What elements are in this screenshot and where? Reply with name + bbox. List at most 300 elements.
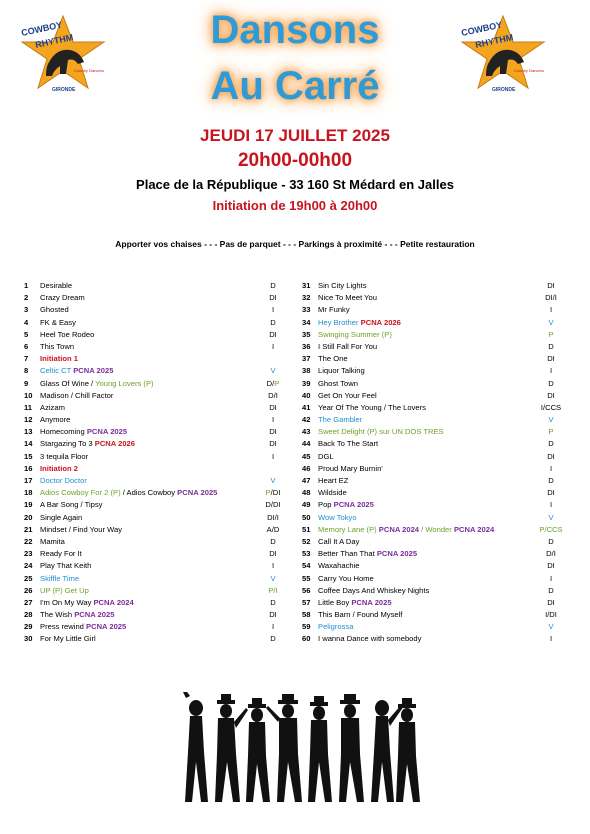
dance-level [258,499,288,511]
dance-row [24,304,288,316]
dance-row [302,378,566,390]
dance-level [536,292,566,304]
dance-title-part: PCNA 2024 [453,524,495,534]
dance-number: 40 [302,390,311,400]
dance-number: 37 [302,354,311,364]
dance-number: 53 [302,549,311,559]
dance-title [318,304,350,316]
dance-title [318,463,383,475]
dance-title-part: Skiffle Time [40,573,80,583]
dance-number: 47 [302,476,311,485]
dance-level-part: V [548,622,554,632]
dance-number: 45 [302,451,311,461]
dance-row [302,621,566,633]
dance-number: 34 [302,317,311,327]
dance-level [258,292,288,304]
dance-row [302,341,566,353]
dance-title [318,426,444,438]
dance-title [40,633,96,645]
dance-title-part: Mr Funky [318,305,350,315]
dance-row [24,390,288,402]
dance-level-part: D [548,585,554,595]
dance-level-part: D [270,317,276,327]
dance-level [536,451,566,463]
dance-title-part: The One [318,354,348,364]
dance-number: 1 [24,281,29,290]
dance-title [40,487,217,499]
dance-title [40,451,88,463]
dance-number: 16 [24,463,33,473]
dance-title-part: The Gambler [318,415,363,425]
dance-level [536,365,566,377]
dance-level [536,304,566,316]
dance-title-part: Waxahachie [318,561,360,571]
dance-list-right [302,280,566,646]
dance-level [536,317,566,329]
dance-level-part: P [265,488,271,498]
dance-level-part: DI/I [267,512,279,522]
dance-row [24,365,288,377]
dance-level-part: I [271,341,275,351]
dance-number: 6 [24,341,29,351]
dance-level [258,402,288,414]
dance-title [318,487,347,499]
dance-title-part: Ghost Town [318,378,358,388]
dance-level [258,524,288,536]
dance-level [258,609,288,621]
logo-line2: RHYTHM [34,32,75,50]
dance-number: 36 [302,341,311,351]
dance-row [302,317,566,329]
dance-number: 55 [302,573,311,583]
dance-title-part: Initiation 1 [40,354,78,364]
dance-level-part: I [549,634,553,644]
dance-level-part: P [548,329,554,339]
dance-level [536,487,566,499]
dance-title-part: / Wonder [419,524,454,534]
dance-row [24,378,288,390]
dance-level [258,633,288,645]
dance-number: 5 [24,329,29,339]
dance-level [258,548,288,560]
dance-row [302,451,566,463]
dance-number: 52 [302,536,311,546]
dance-title-part: Single Again [40,512,83,522]
dance-level-part: I/DI [545,610,557,620]
practical-info: Apporter vos chaises - - - Pas de parquet - - - Parkings à proximité - - - Petite restauration [115,239,475,249]
dance-row [302,475,566,487]
dance-level-part: I [271,415,275,425]
dance-level [536,353,566,365]
dance-level-part: DI [269,549,277,559]
dance-row [302,585,566,597]
dance-row [24,585,288,597]
dance-title-part: For My Little Girl [40,634,96,644]
dance-title [40,378,154,390]
dance-row [302,463,566,475]
dance-row [302,402,566,414]
dance-number: 43 [302,427,311,437]
dance-title-part: Anymore [40,415,71,425]
dance-title-part: PCNA 2025 [86,622,127,632]
dance-title [318,560,360,572]
dance-row [302,597,566,609]
dance-row [24,451,288,463]
dance-row [24,548,288,560]
dance-title [40,304,69,316]
dance-title [318,633,421,645]
dance-title [318,329,392,341]
dance-title [40,414,70,426]
dance-number: 25 [24,573,33,583]
dance-title [40,402,65,414]
dance-row [302,292,566,304]
dance-title-part: Carry You Home [318,573,374,583]
dance-level-part: V [270,573,276,583]
dance-level [258,414,288,426]
dance-title-part: PCNA 2026 [360,317,401,327]
dance-number: 41 [302,402,311,412]
dance-title [40,548,82,560]
dance-level-part: I [271,622,275,632]
dance-level-part: DI [547,451,555,461]
dance-row [24,633,288,645]
dance-level-part: D/ [266,378,275,388]
dance-title-part: Desirable [40,281,73,290]
dance-level [536,609,566,621]
event-place: Place de la République - 33 160 St Médard en Jalles [136,177,454,192]
dance-row [24,329,288,341]
dance-title [40,341,74,353]
dance-row [24,353,288,365]
dance-row [24,560,288,572]
dance-number: 50 [302,512,311,522]
dance-title [40,438,135,450]
logo-line1: COWBOY [20,19,64,38]
dance-title-part: / Adios Cowboy [120,488,178,498]
dance-number: 58 [302,610,311,620]
dance-level-part: I [549,573,553,583]
dance-row [302,414,566,426]
dance-level [536,280,566,292]
dance-title-part: DGL [318,451,334,461]
dance-title [40,524,122,536]
dance-list-left [24,280,288,646]
dance-title-part: Little Boy [318,597,352,607]
dance-level-part: D [548,536,554,546]
dance-title-part: Swinging Summer (P) [318,329,392,339]
dance-title-part: PCNA 2025 [351,597,392,607]
dance-row [302,426,566,438]
dance-row [302,487,566,499]
dance-title [318,317,401,329]
dance-row [24,597,288,609]
dance-title [318,390,377,402]
dance-title-part: Ready For It [40,549,82,559]
dance-title [318,512,357,524]
dance-title-part: Sweet Delight (P) sur UN DOS TRES [318,427,444,437]
dance-title [40,585,89,597]
dance-title-part: I wanna Dance with somebody [318,634,422,644]
dance-number: 23 [24,549,33,559]
dance-row [302,499,566,511]
dance-level [258,390,288,402]
dance-level [536,329,566,341]
dance-level [536,573,566,585]
dance-level [258,560,288,572]
dance-level [258,365,288,377]
dance-title-part: PCNA 2025 [86,427,128,437]
dance-level-part: DI [269,610,277,620]
dance-level [536,597,566,609]
dance-title-part: Sin City Lights [318,281,367,290]
dance-title [318,365,365,377]
dance-row [24,414,288,426]
dance-level [536,524,566,536]
dance-level-part: DI/I [545,293,557,303]
dance-title-part: Young Lovers (P) [95,378,154,388]
dance-title [40,609,114,621]
dance-number: 3 [24,305,29,315]
dance-title-part: PCNA 2026 [94,439,135,449]
dance-row [24,317,288,329]
dance-number: 20 [24,512,33,522]
dance-title-part: Stargazing To 3 [40,439,95,449]
dance-row [302,524,566,536]
dance-title-part: Adios Cowboy For 2 (P) [40,488,121,498]
dance-title [318,438,378,450]
dance-row [302,536,566,548]
dance-title [318,378,358,390]
dance-row [302,329,566,341]
dance-level [258,487,288,499]
dance-title-part: PCNA 2024 [378,524,420,534]
dance-level [258,573,288,585]
dance-title [40,292,85,304]
dance-title-part: Pop [318,500,334,510]
dance-level-part: I [271,451,275,461]
dance-title [40,280,72,292]
dance-number: 9 [24,378,29,388]
dance-title-part: Year Of The Young / The Lovers [318,402,426,412]
dance-level-part: I [549,463,553,473]
dance-level [258,329,288,341]
dance-title-part: Nice To Meet You [318,293,377,303]
dance-title [40,390,113,402]
dance-title [40,329,94,341]
dance-level [258,585,288,597]
dance-title-part: This Barn / Found Myself [318,610,403,620]
dance-title-part: Wildside [318,488,347,498]
dance-title-part: The Wish [40,610,75,620]
dance-level-part: V [548,512,554,522]
dance-level-part: DI [547,354,555,364]
dance-level [258,341,288,353]
dance-number: 51 [302,524,311,534]
dance-row [24,499,288,511]
dance-row [302,365,566,377]
dance-level-part: D [270,597,276,607]
dance-number: 38 [302,366,311,376]
dance-level [536,402,566,414]
dance-level [536,378,566,390]
dance-level-part: D [270,634,276,644]
dance-level [258,621,288,633]
dance-title-part: Back To The Start [318,439,379,449]
dance-number: 49 [302,500,311,510]
dance-title-part: Coffee Days And Whiskey Nights [318,585,430,595]
dance-title [318,573,374,585]
dance-level [536,536,566,548]
initiation-time: Initiation de 19h00 à 20h00 [212,198,378,213]
dance-level [536,426,566,438]
dance-title-part: Hey Brother [318,317,361,327]
dance-level [536,548,566,560]
dance-level-part: A/D [266,524,280,534]
dance-title [318,548,417,560]
dance-level-part: P/I [268,585,278,595]
dance-level-part: P [274,378,280,388]
dance-row [24,438,288,450]
dance-title-part: PCNA 2025 [333,500,374,510]
dance-title [40,426,127,438]
dance-title [318,402,426,414]
dance-level-part: P/CCS [539,524,563,534]
dance-row [24,512,288,524]
dance-number: 19 [24,500,33,510]
dance-level [258,280,288,292]
dance-number: 31 [302,281,311,290]
dance-level [536,621,566,633]
dance-title-part: FK & Easy [40,317,76,327]
dance-row [24,402,288,414]
dance-number: 7 [24,354,29,364]
title-line2: Au Carré [210,64,380,108]
dance-row [24,426,288,438]
dance-title [40,499,102,511]
dance-title-part: Initiation 2 [40,463,78,473]
dance-number: 22 [24,536,33,546]
dance-title-part: Better Than That [318,549,377,559]
dance-level [536,475,566,487]
dance-title-part: 3 tequila Floor [40,451,89,461]
dance-level [536,341,566,353]
dance-title [318,292,377,304]
dance-title-part: PCNA 2025 [376,549,418,559]
dance-level-part: V [270,476,276,485]
dance-row [302,438,566,450]
dance-number: 42 [302,415,311,425]
dance-title [318,341,377,353]
dance-title-part: This Town [40,341,75,351]
dancers-silhouette-icon [174,692,424,804]
dance-number: 39 [302,378,311,388]
dance-level-part: V [548,317,554,327]
dance-row [24,609,288,621]
dance-row [302,573,566,585]
logo-line3: Country Dancers [514,68,545,73]
dance-level-part: DI [269,427,277,437]
dance-title-part: Mindset / Find Your Way [40,524,123,534]
dance-row [24,341,288,353]
dance-level-part: DI [269,439,277,449]
dance-level-part: DI [547,390,555,400]
dance-level [258,426,288,438]
dance-title [40,512,82,524]
dance-title-part: Ghosted [40,305,69,315]
dance-number: 11 [24,402,33,412]
dance-level [536,414,566,426]
dance-level [536,438,566,450]
dance-level-part: I [271,305,275,315]
dance-title [318,353,348,365]
dance-level-part: DI [547,488,555,498]
dance-title [40,597,134,609]
dance-level-part: D/I [268,390,278,400]
dance-row [302,548,566,560]
dance-level-part: I/CCS [540,402,562,412]
dance-number: 12 [24,415,33,425]
dance-number: 30 [24,634,33,644]
dance-level [536,560,566,572]
dance-number: 48 [302,488,311,498]
dance-title [40,353,78,365]
dance-level [258,304,288,316]
dance-level-part: DI [547,561,555,571]
dance-title [318,621,353,633]
dance-title [40,560,91,572]
dance-row [302,304,566,316]
dance-title-part: Call It A Day [318,536,360,546]
dance-level-part: DI [269,293,277,303]
dance-level [536,499,566,511]
dance-title-part: Memory Lane (P) [318,524,379,534]
dance-row [302,353,566,365]
dance-level [536,390,566,402]
dance-title-part: PCNA 2025 [177,488,218,498]
dance-level [258,317,288,329]
event-time: 20h00-00h00 [237,150,353,171]
dance-title-part: Celtic CT [40,366,74,376]
dance-title [318,524,494,536]
dance-title [40,536,65,548]
dance-title-part: Crazy Dream [40,293,85,303]
dance-title-part: Heart EZ [318,476,349,485]
dance-title [318,597,392,609]
dance-title [40,573,79,585]
dance-number: 33 [302,305,311,315]
dance-title [318,280,367,292]
dance-level-part: I [271,561,275,571]
dance-number: 46 [302,463,311,473]
dance-row [302,609,566,621]
dance-level-part: I [549,305,553,315]
dance-title-part: Press rewind [40,622,87,632]
dance-title-part: Azizam [40,402,65,412]
dance-number: 13 [24,427,33,437]
dance-number: 28 [24,610,33,620]
dance-level-part: DI [547,597,555,607]
dance-title-part: Doctor Doctor [40,476,87,485]
dance-level [258,536,288,548]
dance-row [24,524,288,536]
event-date: JEUDI 17 JUILLET 2025 [200,126,390,145]
dance-level-part: I [549,500,553,510]
dance-title-part: PCNA 2025 [73,366,114,376]
dance-title-part: Homecoming [40,427,87,437]
dance-number: 27 [24,597,33,607]
dance-number: 2 [24,293,29,303]
